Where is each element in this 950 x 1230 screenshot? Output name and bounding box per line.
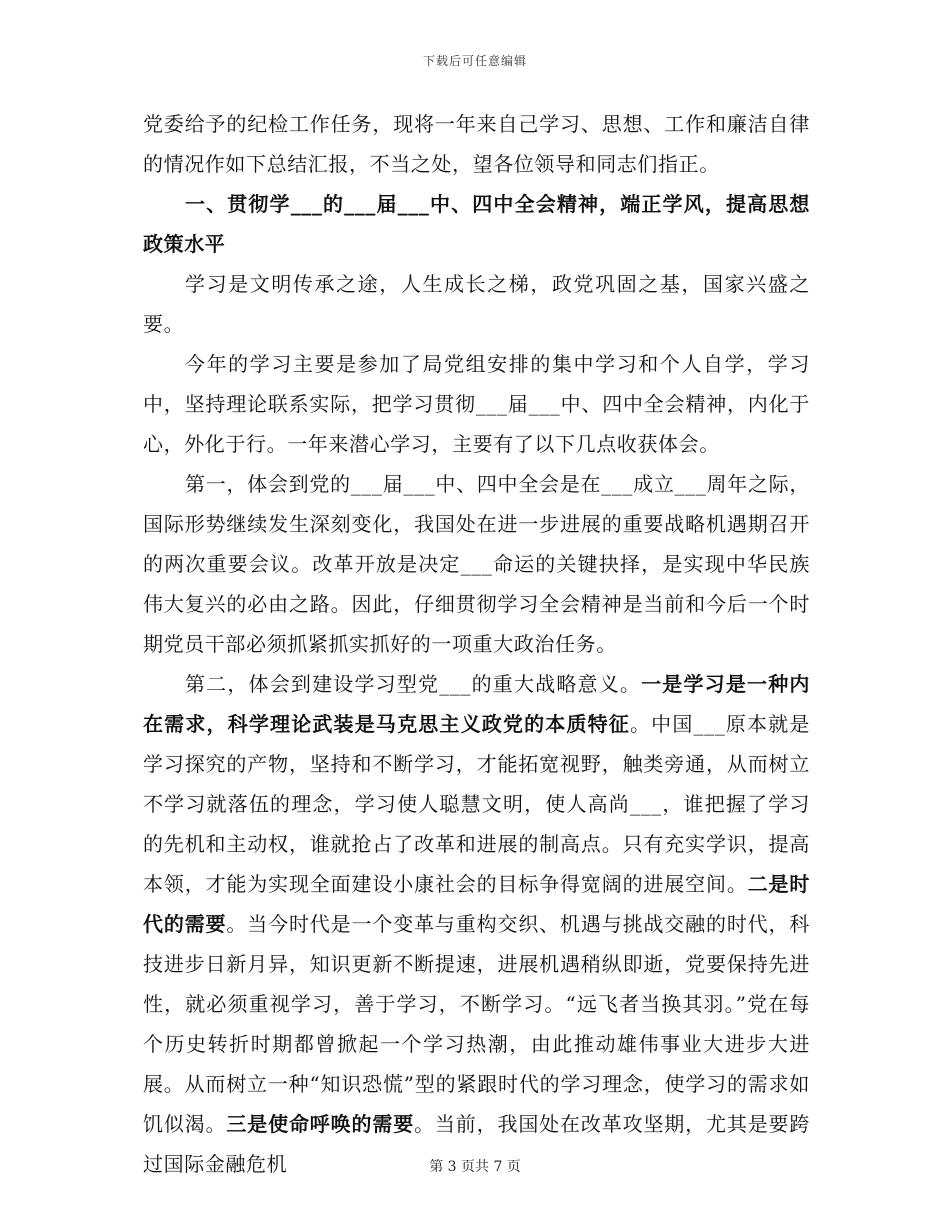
bold-phrase-2: 二是时代的需要 [143, 872, 810, 936]
paragraph-second-point [143, 664, 810, 1184]
paragraph-first-point: 第一，体会到党的___届___中、四中全会是在___成立___周年之际，国际形势继续发生深刻变化，我国处在进一步进展的重要战略机遇期召开的两次重要会议。改革开放是决定___命运的关键抉择，是实现中华民族伟大复兴的必由之路。因此，仔细贯彻学习全会精神是当前和今后一个时期党员干部必须抓紧抓实抓好的一项重大政治任务。 [143, 472, 810, 656]
document-body [143, 104, 810, 1184]
page-number: 第 3 页共 7 页 [429, 1159, 521, 1175]
second-point-text-3: 。当前，我国处在改革攻坚期，尤其是要跨过国际金融危机 [143, 1112, 810, 1176]
bold-phrase-3: 三是使命呼唤的需要 [226, 1112, 415, 1136]
paragraph-study-summary: 今年的学习主要是参加了局党组安排的集中学习和个人自学，学习中，坚持理论联系实际，把学习贯彻___届___中、四中全会精神，内化于心，外化于行。一年来潜心学习，主要有了以下几点收获体会。 [143, 352, 810, 456]
second-point-text-2: 。当今时代是一个变革与重构交织、机遇与挑战交融的时代，科技进步日新月异，知识更新不断提速，进展机遇稍纵即逝，党要保持先进性，就必须重视学习，善于学习，不断学习。“远飞者当换其羽。”党在每个历史转折时期都曾掀起一个学习热潮，由此推动雄伟事业大进步大进展。从而树立一种“知识恐慌”型的紧跟时代的学习理念，使学习的需求如饥似渴。 [143, 912, 810, 1136]
second-point-text-1: 。中国___原本就是学习探究的产物，坚持和不断学习，才能拓宽视野，触类旁通，从而树立不学习就落伍的理念，学习使人聪慧文明，使人高尚___，谁把握了学习的先机和主动权，谁就抢占了改革和进展的制高点。只有充实学识，提高本领，才能为实现全面建设小康社会的目标争得宽阔的进展空间。 [143, 712, 810, 896]
page-header: 下载后可任意编辑 [422, 54, 527, 68]
paragraph-intro: 党委给予的纪检工作任务，现将一年来自己学习、思想、工作和廉洁自律的情况作如下总结汇报，不当之处，望各位领导和同志们指正。 [143, 112, 810, 176]
second-point-lead: 第二，体会到建设学习型党___的重大战略意义。 [185, 672, 642, 696]
section-heading-1: 一、贯彻学___的___届___中、四中全会精神，端正学风，提高思想政策水平 [143, 192, 810, 256]
paragraph-learning: 学习是文明传承之途，人生成长之梯，政党巩固之基，国家兴盛之要。 [143, 272, 810, 336]
bold-phrase-1: 一是学习是一种内在需求，科学理论武装是马克思主义政党的本质特征 [143, 672, 810, 736]
